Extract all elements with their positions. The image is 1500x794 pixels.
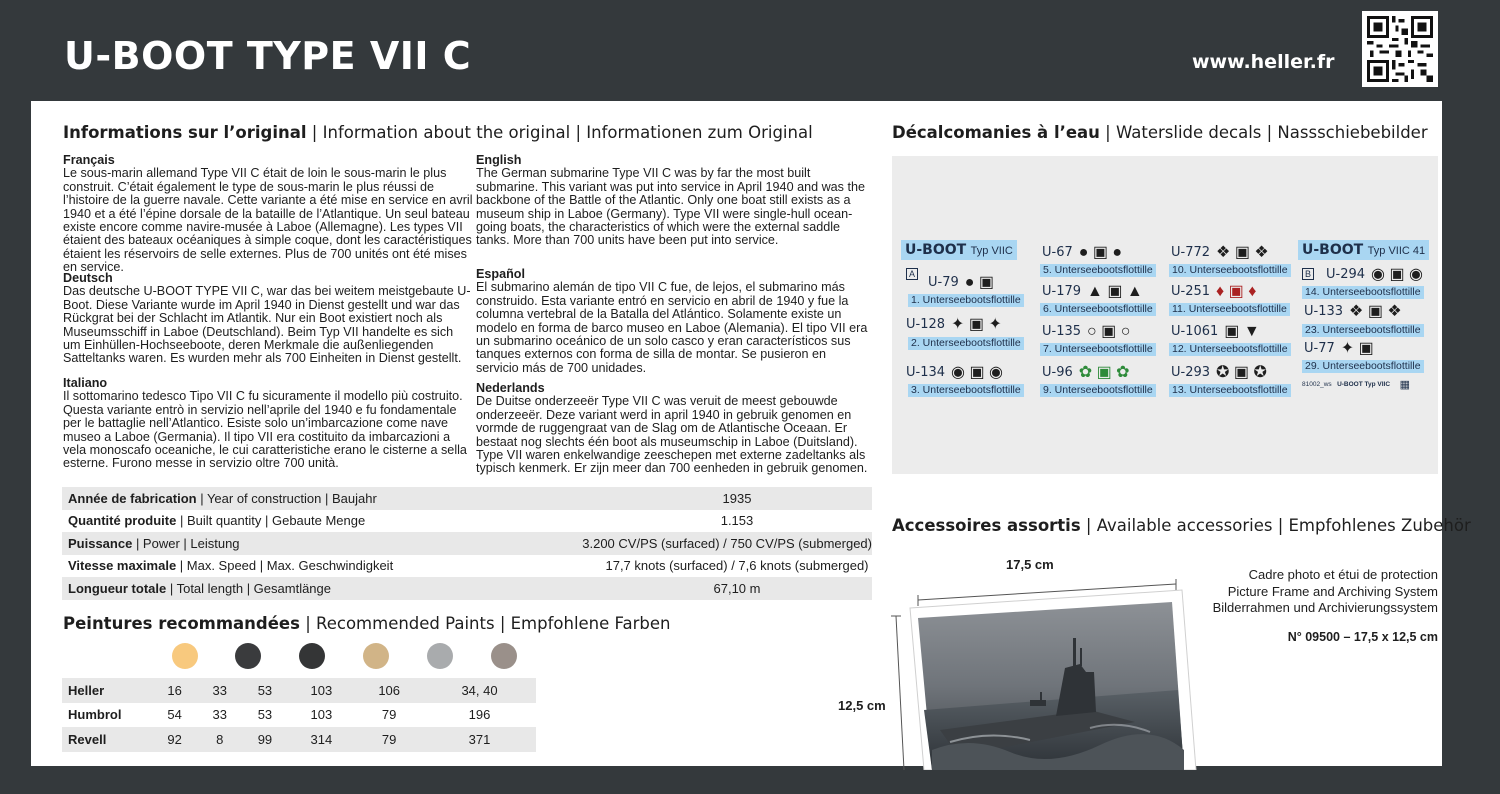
decal-badge-b: B <box>1302 264 1314 282</box>
paint-swatch <box>491 643 517 669</box>
decal-flotilla: 6. Unterseebootsflottille <box>1040 299 1156 317</box>
lang-block-en: English The German submarine Type VII C was by far the most built submarine. This variant was put into service in April 1940 and was the backbone of the Battle of the Atlantic. Only one boat still exists as a museum ship in Laboe (Germany). Type VII were single-hull ocean-going boats, the characteristics of which were the external saddle tanks. More than 700 units have been put into service. <box>476 153 865 248</box>
decal-flotilla: 14. Unterseebootsflottille <box>1302 282 1424 300</box>
decals-heading: Décalcomanies à l’eau | Waterslide decals | Nassschiebebilder <box>892 123 1428 142</box>
paint-swatch <box>235 643 261 669</box>
accessory-reference: N° 09500 – 17,5 x 12,5 cm <box>1287 630 1438 644</box>
picture-frame-illustration <box>880 560 1210 770</box>
decal-code: U-1061 ▣ ▼ <box>1171 323 1260 340</box>
website-url[interactable]: www.heller.fr <box>1192 51 1335 73</box>
paint-swatch <box>172 643 198 669</box>
accessory-description: Cadre photo et étui de protection Picture Frame and Archiving System Bilderrahmen und Archivierungssystem <box>1212 567 1438 615</box>
lang-block-nl: Nederlands De Duitse onderzeeër Type VII C was veruit de meest gebouwde onderzeeër. Deze variant werd in april 1940 in gebruik genomen en vormde de ruggengraat van de Slag om de Atlantische Oceaan. Er bestaat nog slechts één boot als museumschip in Laboe (Duitsland). Type VII waren enkelwandige zeeschepen met externe zadeltanks als typisch kenmerk. Er zijn meer dan 700 eenheden in gebruik genomen. <box>476 381 868 476</box>
decal-code: U-135 ○ ▣ ○ <box>1042 323 1131 340</box>
emblem-icon: ▲ ▣ ▲ <box>1087 283 1143 300</box>
paint-swatch <box>363 643 389 669</box>
info-heading: Informations sur l’original | Information about the original | Informationen zum Original <box>63 123 813 142</box>
emblem-icon: ❖ ▣ ❖ <box>1349 303 1402 320</box>
decal-code: U-293 ✪ ▣ ✪ <box>1171 364 1267 381</box>
paint-swatches <box>62 643 536 671</box>
decal-code: U-77 ✦ ▣ <box>1304 340 1374 357</box>
lang-block-es: Español El submarino alemán de tipo VII C fue, de lejos, el submarino más construido. Esta variante entró en servicio en abril de 1940 y fue la columna vertebral de la Batalla del Atlántico. Solamente existe un modelo en forma de barco museo en Laboe (Alemania). El tipo VII era un submarino oceánico de un solo casco y eran característicos sus tanques externos con forma de silla de montar. Se pusieron en servicio más de 700 unidades. <box>476 267 868 375</box>
spec-row-length: Longueur totale | Total length | Gesamtlänge 67,10 m <box>62 577 872 600</box>
decal-code: U-96 ✿ ▣ ✿ <box>1042 364 1130 381</box>
decal-flotilla: 23. Unterseebootsflottille <box>1302 320 1424 338</box>
decal-footer: 81002_ws U-BOOT Typ VIIC ▦ <box>1302 379 1411 391</box>
emblem-icon: ❖ ▣ ❖ <box>1216 244 1269 261</box>
emblem-icon: ○ ▣ ○ <box>1087 323 1131 340</box>
specs-table <box>62 487 872 600</box>
spec-row-speed: Vitesse maximale | Max. Speed | Max. Geschwindigkeit 17,7 knots (surfaced) / 7,6 knots (submerged) <box>68 558 869 574</box>
emblem-icon: ◉ ▣ ◉ <box>951 364 1003 381</box>
emblem-icon: ✿ ▣ ✿ <box>1078 364 1130 381</box>
width-dimension-label: 17,5 cm <box>1006 557 1054 572</box>
paints-heading: Peintures recommandées | Recommended Paints | Empfohlene Farben <box>63 614 671 633</box>
decal-header-left: U-BOOT Typ VIIC <box>901 240 1017 260</box>
emblem-icon: ● ▣ ● <box>1078 244 1123 261</box>
emblem-icon: ♦ ▣ ♦ <box>1216 283 1257 300</box>
decal-code: U-79 ● ▣ <box>928 274 994 291</box>
decal-header-right: U-BOOT Typ VIIC 41 <box>1298 240 1429 260</box>
decal-flotilla: 29. Unterseebootsflottille <box>1302 356 1424 374</box>
decal-flotilla: 12. Unterseebootsflottille <box>1169 339 1291 357</box>
decal-flotilla: 3. Unterseebootsflottille <box>908 380 1024 398</box>
paint-swatch <box>299 643 325 669</box>
decal-code: U-294 ◉ ▣ ◉ <box>1326 266 1423 283</box>
paint-swatch <box>427 643 453 669</box>
emblem-icon: ▣ ▼ <box>1224 323 1260 340</box>
paint-row-humbrol: Humbrol 54 33 53 103 79 196 <box>68 707 491 723</box>
decal-badge-a: A <box>906 264 918 282</box>
decal-code: U-67 ● ▣ ● <box>1042 244 1123 261</box>
spec-row-quantity: Quantité produite | Built quantity | Gebaute Menge 1.153 <box>68 513 754 529</box>
lang-block-fr: Français Le sous-marin allemand Type VII C était de loin le sous-marin le plus construit. C’était également le type de sous-marin le plus réussi de l’histoire de la guerre navale. Cette variante a été mise en service en avril 1940 et a été l’épine dorsale de la bataille de l’Atlantique. Un seul bateau existe encore comme navire-musée à Laboe (Allemagne). Les types VII étaient des bateaux océaniques à simple coque, dont les caractéristiques étaient les réservoirs de selle externes. Plus de 700 unités ont été mises en service. <box>63 153 473 275</box>
emblem-icon: ◉ ▣ ◉ <box>1371 266 1423 283</box>
decal-sheet <box>892 156 1438 474</box>
page-title: U-BOOT TYPE VII C <box>64 34 472 78</box>
decal-flotilla: 5. Unterseebootsflottille <box>1040 260 1156 278</box>
emblem-icon: ✦ ▣ ✦ <box>951 316 1002 333</box>
decal-flotilla: 10. Unterseebootsflottille <box>1169 260 1291 278</box>
emblem-icon: ● ▣ <box>964 274 994 291</box>
height-dimension-label: 12,5 cm <box>838 698 886 713</box>
decal-flotilla: 11. Unterseebootsflottille <box>1169 299 1290 317</box>
qr-code-icon <box>1362 11 1438 87</box>
paint-row-heller: Heller 16 33 53 103 106 34, 40 <box>62 678 536 703</box>
lang-block-it: Italiano Il sottomarino tedesco Tipo VII C fu sicuramente il modello più costruito. Questa variante entrò in servizio nell’aprile del 1940 e fu fondamentale per le battaglie nell’Atlantico. Esiste solo un’imbarcazione come nave museo a Laboe (Germania). Il tipo VII era costituito da imbarcazioni a vela monoscafo oceaniche, le cui caratteristiche erano le cisterne a sella esterne. Furono messe in servizio oltre 700 unità. <box>63 376 467 471</box>
paint-row-revell: Revell 92 8 99 314 79 371 <box>62 727 536 752</box>
ship-silhouette-icon: ▦ <box>1399 379 1411 391</box>
spec-row-power: Puissance | Power | Leistung 3.200 CV/PS (surfaced) / 750 CV/PS (submerged) <box>62 532 872 555</box>
decal-code: U-134 ◉ ▣ ◉ <box>906 364 1003 381</box>
decal-code: U-179 ▲ ▣ ▲ <box>1042 283 1143 300</box>
spec-row-year: Année de fabrication | Year of construction | Baujahr 1935 <box>62 487 872 510</box>
decal-flotilla: 13. Unterseebootsflottille <box>1169 380 1291 398</box>
emblem-icon: ✪ ▣ ✪ <box>1216 364 1267 381</box>
decal-flotilla: 1. Unterseebootsflottille <box>908 290 1024 308</box>
decal-code: U-128 ✦ ▣ ✦ <box>906 316 1002 333</box>
emblem-icon: ✦ ▣ <box>1340 340 1374 357</box>
decal-flotilla: 2. Unterseebootsflottille <box>908 333 1024 351</box>
decal-flotilla: 9. Unterseebootsflottille <box>1040 380 1156 398</box>
paint-table <box>62 678 536 752</box>
decal-flotilla: 7. Unterseebootsflottille <box>1040 339 1156 357</box>
decal-code: U-133 ❖ ▣ ❖ <box>1304 303 1402 320</box>
decal-code: U-251 ♦ ▣ ♦ <box>1171 283 1257 300</box>
accessories-heading: Accessoires assortis | Available accessories | Empfohlenes Zubehör <box>892 516 1471 535</box>
decal-code: U-772 ❖ ▣ ❖ <box>1171 244 1269 261</box>
lang-block-de: Deutsch Das deutsche U-BOOT TYPE VII C, war das bei weitem meistgebaute U-Boot. Diese Variante wurde im April 1940 in Dienst gestellt und war das Rückgrat bei der Schlacht im Atlantik. Nur ein Boot existiert noch als Museumsschiff in Laboe (Deutschland). Beim Typ VII handelte es sich um Einhüllen-Hochseeboote, deren Merkmale die außenliegenden Satteltanks waren. Es wurden mehr als 700 Einheiten in Dienst gestellt. <box>63 271 471 366</box>
